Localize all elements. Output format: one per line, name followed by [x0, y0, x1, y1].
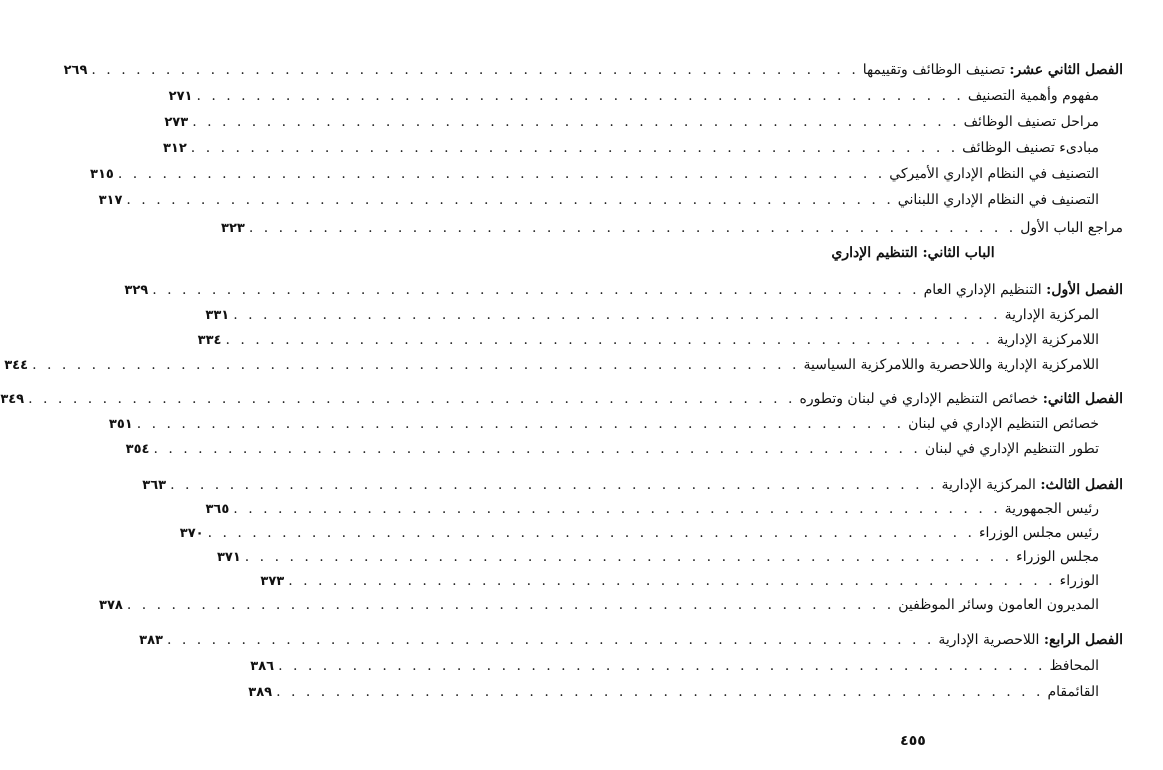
- chapter-heading: الفصل الأول:: [1046, 282, 1123, 298]
- page-number: ٢٧٣: [164, 115, 189, 130]
- toc-entry[interactable]: [98, 188, 1099, 212]
- toc-entry[interactable]: [205, 497, 1099, 521]
- dot-leader: . . . . . . . . . . . . . . . . . . . . . . . . . . . . . . . . . . . . . . . . . . . . . . . . . . . .: [244, 549, 1013, 565]
- page-number: ٢٧١: [168, 89, 193, 104]
- toc-entry[interactable]: [168, 84, 1099, 108]
- page-number: ٣٢٩: [124, 283, 149, 298]
- entry-label: [941, 473, 1123, 497]
- page-folio: ٤٥٥: [900, 733, 926, 749]
- page-number: ٣٧٨: [99, 598, 123, 613]
- page-number: ٢٦٩: [63, 63, 88, 78]
- page-number: ٣٤٤: [4, 358, 29, 373]
- page-number: ٣٤٩: [0, 392, 25, 407]
- toc-entry-chapter-12[interactable]: [63, 58, 1123, 82]
- entry-title: مجلس الوزراء: [1016, 549, 1099, 565]
- dot-leader: . . . . . . . . . . . . . . . . . . . . . . . . . . . . . . . . . . . . . . . . . . . . . . . . . . . .: [166, 632, 935, 648]
- toc-entry[interactable]: [125, 437, 1099, 461]
- entry-title: المحافظ: [1049, 658, 1099, 674]
- dot-leader: . . . . . . . . . . . . . . . . . . . . . . . . . . . . . . . . . . . . . . . . . . . . . . . . . . . .: [192, 114, 960, 130]
- toc-entry-chapter-1[interactable]: [124, 278, 1123, 302]
- entry-title: مفهوم وأهمية التصنيف: [967, 88, 1099, 104]
- page-number: ٣١٢: [162, 141, 187, 156]
- page-number: ٣٨٣: [139, 633, 163, 648]
- entry-title: اللاحصرية الإدارية: [938, 632, 1040, 648]
- toc-entry[interactable]: [216, 545, 1099, 569]
- dot-leader: . . . . . . . . . . . . . . . . . . . . . . . . . . . . . . . . . . . . . . . . . . . . . . . . . . . .: [190, 140, 959, 156]
- entry-title: اللامركزية الإدارية واللاحصرية واللامركزية السياسية: [803, 357, 1099, 373]
- toc-entry[interactable]: [205, 303, 1099, 327]
- dot-leader: . . . . . . . . . . . . . . . . . . . . . . . . . . . . . . . . . . . . . . . . . . . . . . . . . . . .: [288, 573, 1056, 589]
- page-number: ٣٦٥: [205, 502, 230, 517]
- entry-title: مراحل تصنيف الوظائف: [963, 114, 1099, 130]
- entry-label: [863, 58, 1123, 82]
- entry-title: الوزراء: [1059, 573, 1099, 589]
- entry-title: المركزية الإدارية: [941, 477, 1036, 493]
- entry-title: تصنيف الوظائف وتقييمها: [862, 62, 1005, 78]
- dot-leader: . . . . . . . . . . . . . . . . . . . . . . . . . . . . . . . . . . . . . . . . . . . . . . . . . . . .: [278, 658, 1046, 674]
- toc-entry[interactable]: [108, 412, 1099, 436]
- entry-title: خصائص التنظيم الإداري في لبنان وتطوره: [799, 391, 1039, 407]
- dot-leader: . . . . . . . . . . . . . . . . . . . . . . . . . . . . . . . . . . . . . . . . . . . . . . . . . . . .: [196, 88, 964, 104]
- page-number: ٣٥٤: [125, 442, 150, 457]
- entry-label: [924, 278, 1123, 302]
- entry-title: التنظيم الإداري العام: [923, 282, 1042, 298]
- entry-title: المركزية الإدارية: [1004, 307, 1099, 323]
- entry-label: [800, 387, 1124, 411]
- entry-label: [938, 628, 1123, 652]
- entry-title: التصنيف في النظام الإداري الأميركي: [889, 166, 1099, 182]
- chapter-heading: الفصل الثاني:: [1042, 391, 1123, 407]
- entry-title: اللامركزية الإدارية: [996, 332, 1099, 348]
- toc-entry[interactable]: [179, 521, 1099, 545]
- page-number: ٣٥١: [108, 417, 133, 432]
- toc-entry[interactable]: [250, 654, 1099, 678]
- toc-entry[interactable]: [162, 136, 1099, 160]
- toc-entry-chapter-2[interactable]: [0, 387, 1123, 411]
- toc-entry[interactable]: [4, 353, 1099, 377]
- dot-leader: . . . . . . . . . . . . . . . . . . . . . . . . . . . . . . . . . . . . . . . . . . . . . . . . . . . .: [32, 357, 800, 373]
- dot-leader: . . . . . . . . . . . . . . . . . . . . . . . . . . . . . . . . . . . . . . . . . . . . . . . . . . . .: [233, 307, 1001, 323]
- chapter-heading: الفصل الثاني عشر:: [1009, 62, 1123, 78]
- dot-leader: . . . . . . . . . . . . . . . . . . . . . . . . . . . . . . . . . . . . . . . . . . . . . . . . . . . .: [136, 416, 905, 432]
- dot-leader: . . . . . . . . . . . . . . . . . . . . . . . . . . . . . . . . . . . . . . . . . . . . . . . . . . . .: [117, 166, 886, 182]
- page-number: ٣١٥: [90, 167, 114, 182]
- page-number: ٣٨٩: [248, 685, 273, 700]
- toc-entry-chapter-4[interactable]: [139, 628, 1123, 652]
- dot-leader: . . . . . . . . . . . . . . . . . . . . . . . . . . . . . . . . . . . . . . . . . . . . . . . . . . . .: [153, 441, 921, 457]
- dot-leader: . . . . . . . . . . . . . . . . . . . . . . . . . . . . . . . . . . . . . . . . . . . . . . . . . . . .: [170, 477, 938, 493]
- dot-leader: . . . . . . . . . . . . . . . . . . . . . . . . . . . . . . . . . . . . . . . . . . . . . . . . . . . .: [126, 192, 894, 208]
- entry-title: رئيس مجلس الوزراء: [978, 525, 1099, 541]
- toc-entry-references[interactable]: [221, 216, 1123, 240]
- toc-entry[interactable]: [99, 593, 1099, 617]
- entry-title: القائمقام: [1047, 684, 1099, 700]
- toc-entry[interactable]: [197, 328, 1099, 352]
- dot-leader: . . . . . . . . . . . . . . . . . . . . . . . . . . . . . . . . . . . . . . . . . . . . . . . . . . . .: [233, 501, 1001, 517]
- chapter-heading: الفصل الثالث:: [1040, 477, 1123, 493]
- toc-entry[interactable]: [164, 110, 1099, 134]
- page-number: ٣٣١: [205, 308, 230, 323]
- toc-entry[interactable]: [90, 162, 1099, 186]
- page-number: ٣٧٠: [179, 526, 204, 541]
- page-number: ٣١٧: [98, 193, 123, 208]
- dot-leader: . . . . . . . . . . . . . . . . . . . . . . . . . . . . . . . . . . . . . . . . . . . . . . . . . . . .: [276, 684, 1044, 700]
- dot-leader: . . . . . . . . . . . . . . . . . . . . . . . . . . . . . . . . . . . . . . . . . . . . . . . . . . . .: [248, 220, 1017, 236]
- entry-title: رئيس الجمهورية: [1004, 501, 1099, 517]
- dot-leader: . . . . . . . . . . . . . . . . . . . . . . . . . . . . . . . . . . . . . . . . . . . . . . . . . . . .: [91, 62, 859, 78]
- dot-leader: . . . . . . . . . . . . . . . . . . . . . . . . . . . . . . . . . . . . . . . . . . . . . . . . . . . .: [225, 332, 993, 348]
- part-title: الباب الثاني: التنظيم الإداري: [831, 245, 995, 261]
- toc-entry-chapter-3[interactable]: [142, 473, 1123, 497]
- entry-title: التصنيف في النظام الإداري اللبناني: [897, 192, 1099, 208]
- toc-entry[interactable]: [260, 569, 1099, 593]
- dot-leader: . . . . . . . . . . . . . . . . . . . . . . . . . . . . . . . . . . . . . . . . . . . . . . . . . . . .: [28, 391, 796, 407]
- entry-title: مبادىء تصنيف الوظائف: [962, 140, 1099, 156]
- page-number: ٣٧٣: [260, 574, 285, 589]
- entry-title: مراجع الباب الأول: [1020, 220, 1123, 236]
- entry-title: المديرون العامون وسائر الموظفين: [898, 597, 1099, 613]
- page-number: ٣٨٦: [250, 659, 275, 674]
- dot-leader: . . . . . . . . . . . . . . . . . . . . . . . . . . . . . . . . . . . . . . . . . . . . . . . . . . . .: [207, 525, 975, 541]
- page-number: ٣٣٤: [197, 333, 222, 348]
- page-number: ٣٦٣: [142, 478, 167, 493]
- chapter-heading: الفصل الرابع:: [1043, 632, 1123, 648]
- entry-title: خصائص التنظيم الإداري في لبنان: [908, 416, 1099, 432]
- dot-leader: . . . . . . . . . . . . . . . . . . . . . . . . . . . . . . . . . . . . . . . . . . . . . . . . . . . .: [126, 597, 895, 613]
- page-number: ٣٧١: [216, 550, 241, 565]
- page-number: ٣٢٣: [221, 221, 245, 236]
- dot-leader: . . . . . . . . . . . . . . . . . . . . . . . . . . . . . . . . . . . . . . . . . . . . . . . . . . . .: [152, 282, 920, 298]
- toc-entry[interactable]: [248, 680, 1099, 704]
- entry-title: تطور التنظيم الإداري في لبنان: [924, 441, 1099, 457]
